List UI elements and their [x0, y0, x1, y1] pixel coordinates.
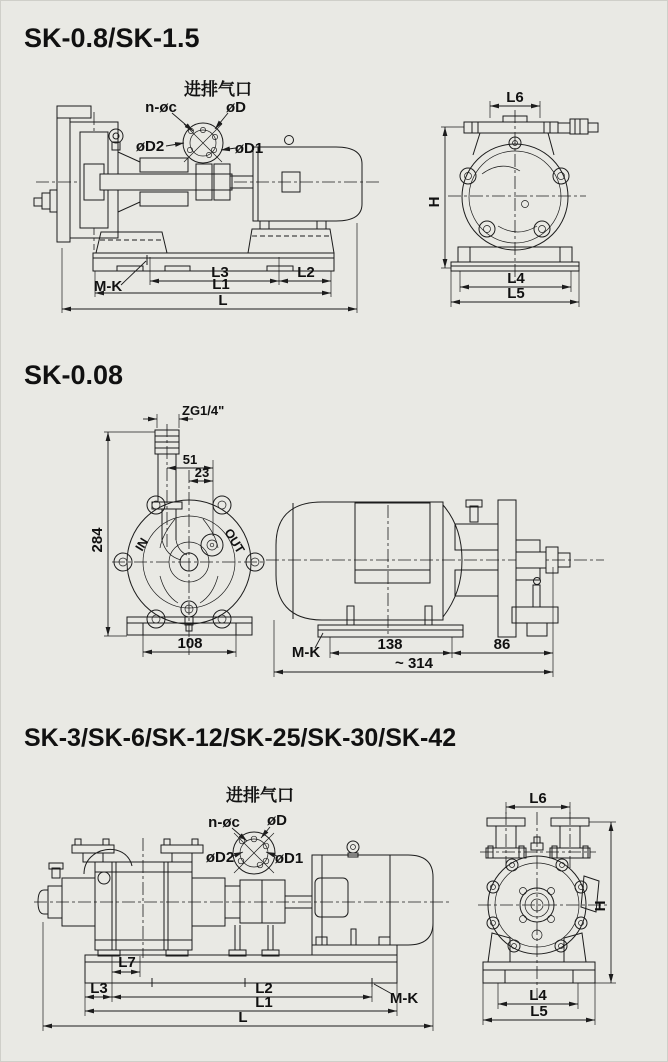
- dim-86: 86: [493, 636, 511, 653]
- dim-l3: L3: [211, 264, 229, 281]
- dim-l6: L6: [506, 89, 524, 106]
- motor-side-view-2: [312, 841, 433, 955]
- lifting-eyebolt: [109, 129, 123, 143]
- dim-23: 23: [194, 465, 210, 480]
- section-sk008: [24, 360, 604, 677]
- sk3-end-dimensions: [483, 790, 616, 1025]
- casing-bolts: [460, 168, 569, 237]
- sk3-end-view-drawing: [478, 812, 608, 1000]
- flange-label-od1: øD1: [234, 140, 264, 157]
- dim-l5-2: L5: [530, 1003, 548, 1020]
- dim-284: 284: [89, 527, 106, 553]
- sk3-port-flange-detail: [206, 785, 303, 874]
- dim-h: H: [426, 196, 443, 208]
- drain-valve: [512, 607, 558, 623]
- dim-l2-2: L2: [255, 980, 273, 997]
- dim-l1-2: L1: [255, 994, 273, 1011]
- dim-l4: L4: [507, 270, 525, 287]
- section1-title: SK-0.8/SK-1.5: [24, 23, 200, 53]
- dim-mk: M-K: [93, 278, 123, 295]
- port-label: 进排气口: [184, 80, 252, 99]
- sk08-side-dimensions: [62, 223, 357, 313]
- flange2-label-od2: øD2: [205, 849, 235, 866]
- flange-label-n-oc: n-øc: [145, 99, 177, 116]
- dim-l: L: [218, 292, 228, 309]
- dim-314: ~ 314: [395, 655, 433, 672]
- dim-138: 138: [377, 636, 403, 653]
- section-sk3-42: [24, 724, 616, 1031]
- section-sk08-15: [24, 23, 598, 313]
- motor-terminal-box-2: [315, 878, 348, 917]
- inlet-label: IN: [132, 535, 152, 554]
- dim-mk2: M-K: [291, 644, 321, 661]
- dim-108: 108: [177, 635, 203, 652]
- dim-l3-2: L3: [90, 980, 108, 997]
- discharge-fitting: [201, 534, 223, 556]
- outlet-label: OUT: [221, 526, 248, 556]
- dim-l1: L1: [212, 276, 230, 293]
- flange2-label-od: øD: [267, 812, 287, 829]
- section2-title: SK-0.08: [24, 360, 124, 390]
- flange2-label-od1: øD1: [274, 850, 304, 867]
- sk08-end-view-drawing: [448, 110, 598, 284]
- sk3-side-dimensions: [43, 912, 433, 1031]
- dim-51: 51: [182, 452, 198, 467]
- dim-l5: L5: [507, 285, 525, 302]
- sk08-port-flange-detail: [136, 79, 263, 163]
- dim-thread: ZG1/4": [182, 403, 225, 418]
- dim-l4-2: L4: [529, 987, 547, 1004]
- port-label-2: 进排气口: [226, 786, 294, 805]
- dim-l7: L7: [118, 954, 136, 971]
- flange-label-od2: øD2: [135, 138, 165, 155]
- dim-l-2: L: [238, 1009, 248, 1026]
- dim-l6-2: L6: [529, 790, 547, 807]
- flange2-label-n-oc: n-øc: [208, 814, 240, 831]
- motor-eyebolt: [347, 841, 359, 853]
- dim-h-2: H: [592, 900, 609, 912]
- section3-title: SK-3/SK-6/SK-12/SK-25/SK-30/SK-42: [24, 724, 457, 752]
- dim-l2: L2: [297, 264, 315, 281]
- flange-label-od: øD: [226, 99, 246, 116]
- dim-mk-2: M-K: [389, 990, 419, 1007]
